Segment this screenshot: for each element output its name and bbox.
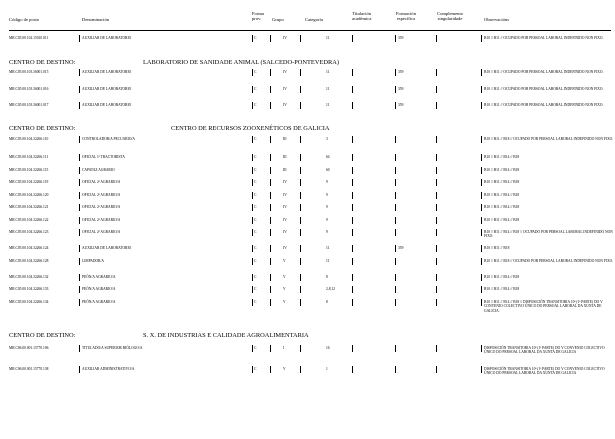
column-divider [252, 274, 253, 281]
column-divider [79, 136, 80, 143]
row-observaciones: B10 // B11 // OCUPADO POR PERSOAL LABORAL INDEFINIDO NON FIXO. [484, 70, 604, 74]
column-divider [352, 102, 353, 109]
column-divider [395, 286, 396, 293]
column-divider [270, 258, 271, 265]
row-code: MR.C05.00.104.32266.123 [9, 230, 49, 234]
row-grupo: IV [283, 230, 287, 234]
row-denomination: OFICIAL 1ª TRACTORISTA [82, 155, 125, 159]
section-label: CENTRO DE DESTINO: [9, 59, 76, 66]
row-code: MR.C05.00.103.36001.015 [9, 70, 49, 74]
row-code: MR.C05.00.104.32266.133 [9, 287, 49, 291]
column-divider [270, 245, 271, 252]
column-divider [352, 35, 353, 42]
column-divider [300, 192, 301, 199]
row-denomination: AUXILIAR DE LABORATORIO [82, 36, 132, 40]
row-categoria: 11 [326, 70, 330, 74]
row-forma: C [254, 193, 257, 197]
row-forma: C [254, 155, 257, 159]
header-categoria: Categoría [305, 17, 323, 22]
column-divider [79, 345, 80, 352]
row-denomination: OFICIAL 2ª AGRARIO/A [82, 205, 121, 209]
row-forma: C [254, 168, 257, 172]
column-divider [481, 229, 482, 236]
row-code: MR.C05.00.104.32266.122 [9, 218, 49, 222]
row-forma: C [254, 36, 257, 40]
column-divider [436, 102, 437, 109]
column-divider [300, 69, 301, 76]
row-formacion: 359 [398, 36, 404, 40]
row-categoria: 9 [326, 180, 328, 184]
column-divider [252, 258, 253, 265]
column-divider [252, 366, 253, 373]
column-divider [436, 179, 437, 186]
column-divider [395, 102, 396, 109]
row-grupo: V [283, 367, 286, 371]
row-observaciones: B10 // B11 // B14 // B18 [484, 218, 520, 222]
column-divider [270, 299, 271, 306]
row-code: MR.C05.00.102.15010.011 [9, 36, 49, 40]
section-name: CENTRO DE RECURSOS ZOOXENÉTICOS DE GALICIA [171, 125, 330, 132]
row-forma: C [254, 205, 257, 209]
row-denomination: AUXILIAR DE LABORATORIO [82, 87, 132, 91]
column-divider [270, 136, 271, 143]
row-forma: C [254, 137, 257, 141]
row-categoria: 8 [326, 300, 328, 304]
column-divider [300, 274, 301, 281]
column-divider [300, 345, 301, 352]
row-forma: C [254, 87, 257, 91]
column-divider [252, 136, 253, 143]
section-name: LABORATORIO DE SANIDADE ANIMAL (SALCEDO-PONTEVEDRA) [143, 59, 339, 66]
row-observaciones: DISPOSICIÓN TRANSITORIA 10ª (1ª PARTE) DO V CONVENIO COLECTIVO ÚNICO DO PERSOAL LABORAL DA XUNTA DE GALICIA [484, 367, 605, 376]
row-code: MR.C05.00.103.36001.017 [9, 103, 49, 107]
row-categoria: 11 [326, 246, 330, 250]
row-observaciones: B10 // B11 // B14 // B18 [484, 193, 520, 197]
column-divider [300, 245, 301, 252]
column-divider [436, 167, 437, 174]
column-divider [436, 154, 437, 161]
column-divider [436, 86, 437, 93]
column-divider [395, 192, 396, 199]
row-categoria: 16 [326, 346, 330, 350]
column-divider [270, 86, 271, 93]
column-divider [352, 136, 353, 143]
row-formacion: 359 [398, 103, 404, 107]
column-divider [252, 167, 253, 174]
row-code: MR.C05.00.104.32266.128 [9, 259, 49, 263]
row-grupo: IV [283, 180, 287, 184]
column-divider [79, 179, 80, 186]
header-rule [9, 30, 611, 31]
row-code: MR.C05.00.104.32266.121 [9, 205, 49, 209]
row-code: MR.C06.00.001.15770.138 [9, 367, 49, 371]
row-grupo: V [283, 287, 286, 291]
column-divider [481, 217, 482, 224]
column-divider [352, 86, 353, 93]
header-observaciones: Observacións [484, 17, 510, 22]
column-divider [436, 274, 437, 281]
column-divider [395, 366, 396, 373]
column-divider [252, 217, 253, 224]
row-observaciones: B10 // B11 // OCUPADO POR PERSOAL LABORAL INDEFINIDO NON FIXO. [484, 103, 604, 107]
column-divider [79, 299, 80, 306]
column-divider [270, 102, 271, 109]
column-divider [270, 217, 271, 224]
column-divider [300, 167, 301, 174]
row-categoria: 1 [326, 367, 328, 371]
row-forma: C [254, 103, 257, 107]
row-observaciones: B10 // B11 // B14 // B18 [484, 180, 520, 184]
column-divider [252, 86, 253, 93]
column-divider [252, 299, 253, 306]
column-divider [270, 69, 271, 76]
row-forma: C [254, 218, 257, 222]
row-formacion: 359 [398, 87, 404, 91]
column-divider [481, 167, 482, 174]
column-divider [300, 35, 301, 42]
row-grupo: V [283, 275, 286, 279]
column-divider [436, 245, 437, 252]
row-categoria: 11 [326, 87, 330, 91]
column-divider [395, 167, 396, 174]
row-categoria: 9 [326, 205, 328, 209]
row-observaciones: DISPOSICIÓN TRANSITORIA 10ª (1ª PARTE) DO V CONVENIO COLECTIVO ÚNICO DO PERSOAL LABORAL DA XUNTA DE GALICIA [484, 346, 605, 355]
column-divider [481, 69, 482, 76]
header-formacion: Formación específica [396, 11, 416, 22]
column-divider [481, 154, 482, 161]
column-divider [79, 258, 80, 265]
column-divider [395, 204, 396, 211]
row-categoria: 64 [326, 155, 330, 159]
column-divider [481, 245, 482, 252]
row-categoria: 9 [326, 230, 328, 234]
column-divider [481, 35, 482, 42]
column-divider [252, 102, 253, 109]
column-divider [252, 35, 253, 42]
row-categoria: 11 [326, 36, 330, 40]
column-divider [352, 345, 353, 352]
column-divider [79, 35, 80, 42]
row-observaciones: B10 // B11 // B18 [484, 246, 510, 250]
row-code: MR.C05.00.104.32266.134 [9, 300, 49, 304]
column-divider [436, 192, 437, 199]
column-divider [395, 69, 396, 76]
row-observaciones: B10 // B11 // OCUPADO POR PERSOAL LABORAL INDEFINIDO NON FIXO. [484, 87, 604, 91]
column-divider [252, 229, 253, 236]
column-divider [270, 154, 271, 161]
row-forma: C [254, 246, 257, 250]
row-grupo: III [283, 168, 287, 172]
row-observaciones: B10 // B11 // B14 // B18 [484, 205, 520, 209]
column-divider [352, 217, 353, 224]
column-divider [352, 179, 353, 186]
column-divider [481, 274, 482, 281]
row-categoria: 11 [326, 103, 330, 107]
column-divider [436, 35, 437, 42]
row-code: MR.C05.00.104.32266.120 [9, 193, 49, 197]
row-grupo: IV [283, 205, 287, 209]
column-divider [300, 179, 301, 186]
column-divider [481, 345, 482, 352]
row-denomination: PEÓN/A AGRARIO/A [82, 275, 116, 279]
column-divider [436, 299, 437, 306]
row-code: MR.C05.00.103.36001.016 [9, 87, 49, 91]
column-divider [300, 299, 301, 306]
row-denomination: PEÓN/A AGRARIO/A [82, 300, 116, 304]
column-divider [436, 258, 437, 265]
column-divider [79, 69, 80, 76]
column-divider [481, 258, 482, 265]
column-divider [270, 366, 271, 373]
column-divider [481, 286, 482, 293]
row-grupo: V [283, 300, 286, 304]
column-divider [252, 179, 253, 186]
column-divider [270, 229, 271, 236]
column-divider [481, 366, 482, 373]
column-divider [481, 179, 482, 186]
row-observaciones: B10 // B11 // OCUPADO POR PERSOAL LABORAL INDEFINIDO NON FIXO. [484, 36, 604, 40]
column-divider [79, 286, 80, 293]
column-divider [79, 366, 80, 373]
column-divider [300, 229, 301, 236]
column-divider [395, 229, 396, 236]
column-divider [252, 192, 253, 199]
column-divider [252, 245, 253, 252]
row-forma: C [254, 287, 257, 291]
header-forma: Forma prov. [252, 11, 264, 22]
row-code: MR.C05.00.104.32266.115 [9, 168, 49, 172]
column-divider [395, 179, 396, 186]
column-divider [436, 366, 437, 373]
row-formacion: 359 [398, 246, 404, 250]
column-divider [481, 86, 482, 93]
column-divider [352, 167, 353, 174]
column-divider [270, 167, 271, 174]
column-divider [352, 274, 353, 281]
header-codigo: Código de posto [9, 17, 40, 22]
row-grupo: IV [283, 70, 287, 74]
row-grupo: I [283, 346, 285, 350]
row-forma: C [254, 259, 257, 263]
row-categoria: 60 [326, 168, 330, 172]
column-divider [252, 154, 253, 161]
column-divider [252, 204, 253, 211]
column-divider [79, 204, 80, 211]
column-divider [300, 217, 301, 224]
row-grupo: IV [283, 218, 287, 222]
column-divider [395, 274, 396, 281]
row-forma: C [254, 180, 257, 184]
row-grupo: IV [283, 246, 287, 250]
column-divider [436, 217, 437, 224]
row-forma: C [254, 70, 257, 74]
column-divider [436, 286, 437, 293]
row-denomination: OFICIAL 2ª AGRARIO/A [82, 193, 121, 197]
column-divider [436, 69, 437, 76]
column-divider [395, 154, 396, 161]
row-observaciones: B10 // B11 // B18 // OCUPADO POR PERSOAL LABORAL INDEFINIDO NON FIXO. [484, 259, 614, 263]
column-divider [300, 136, 301, 143]
column-divider [252, 69, 253, 76]
column-divider [252, 345, 253, 352]
column-divider [352, 299, 353, 306]
column-divider [436, 345, 437, 352]
header-titulacion: Titulación académica [352, 11, 372, 22]
row-grupo: IV [283, 87, 287, 91]
row-forma: C [254, 275, 257, 279]
row-denomination: AUXILIAR ADMINISTRATIVO/A [82, 367, 135, 371]
column-divider [395, 345, 396, 352]
column-divider [395, 35, 396, 42]
row-denomination: OFICIAL 2ª AGRARIO/A [82, 180, 121, 184]
row-code: MR.C05.00.104.32266.110 [9, 137, 49, 141]
column-divider [79, 274, 80, 281]
row-categoria: 8 [326, 275, 328, 279]
column-divider [300, 366, 301, 373]
row-forma: C [254, 230, 257, 234]
column-divider [352, 286, 353, 293]
column-divider [481, 136, 482, 143]
column-divider [481, 204, 482, 211]
row-forma: C [254, 367, 257, 371]
row-categoria: 9 [326, 193, 328, 197]
row-code: MR.C05.00.104.32266.124 [9, 246, 49, 250]
column-divider [352, 192, 353, 199]
column-divider [352, 366, 353, 373]
column-divider [270, 179, 271, 186]
section-label: CENTRO DE DESTINO: [9, 125, 76, 132]
column-divider [252, 286, 253, 293]
column-divider [395, 217, 396, 224]
row-categoria: 9 [326, 218, 328, 222]
column-divider [79, 167, 80, 174]
column-divider [79, 86, 80, 93]
column-divider [79, 102, 80, 109]
column-divider [436, 136, 437, 143]
column-divider [300, 86, 301, 93]
column-divider [352, 204, 353, 211]
column-divider [270, 286, 271, 293]
row-grupo: IV [283, 193, 287, 197]
row-denomination: TITULADO/A SUPERIOR BIÓLOGO/A [82, 346, 143, 350]
column-divider [300, 286, 301, 293]
column-divider [79, 192, 80, 199]
row-denomination: OFICIAL 2ª AGRARIO/A [82, 230, 121, 234]
column-divider [436, 204, 437, 211]
column-divider [436, 229, 437, 236]
row-denomination: LIMPADOR/A [82, 259, 105, 263]
column-divider [300, 258, 301, 265]
row-categoria: 2,8,12 [326, 287, 335, 291]
row-observaciones: B10 // B11 // B18 // OCUPADO POR PERSOAL LABORAL INDEFINIDO NON FIXO. [484, 137, 614, 141]
row-observaciones: B10 // B11 // B14 // B18 // DISPOSICIÓN TRANSITORIA 10ª (1ª PARTE) DO V CONVENIO COLECTIVO ÚNICO DO PERSOAL LABORAL DA XUNTA DE GALICIA. [484, 300, 603, 313]
column-divider [79, 245, 80, 252]
column-divider [352, 245, 353, 252]
column-divider [270, 35, 271, 42]
row-formacion: 359 [398, 70, 404, 74]
column-divider [481, 299, 482, 306]
column-divider [300, 154, 301, 161]
row-grupo: III [283, 155, 287, 159]
row-code: MR.C05.00.104.32266.132 [9, 275, 49, 279]
row-observaciones: B10 // B11 // B14 // B18 [484, 287, 520, 291]
row-categoria: 3 [326, 137, 328, 141]
column-divider [395, 136, 396, 143]
row-denomination: AUXILIAR DE LABORATORIO [82, 70, 132, 74]
column-divider [270, 274, 271, 281]
row-observaciones: B10 // B11 // B14 // B18 // OCUPADO POR PERSOAL LABORAL INDEFINIDO NON FIXO. [484, 230, 613, 239]
row-categoria: 11 [326, 259, 330, 263]
header-grupo: Grupo [272, 17, 284, 22]
column-divider [395, 258, 396, 265]
column-divider [352, 69, 353, 76]
row-forma: C [254, 300, 257, 304]
row-observaciones: B10 // B11 // B14 // B18 [484, 168, 520, 172]
header-complemento: Complemento singularidade [437, 11, 464, 22]
row-grupo: IV [283, 103, 287, 107]
row-observaciones: B10 // B11 // B14 // B18 [484, 155, 520, 159]
row-code: MR.C05.00.104.32266.119 [9, 180, 49, 184]
column-divider [352, 258, 353, 265]
row-denomination: AUXILIAR DE LABORATORIO [82, 246, 132, 250]
column-divider [395, 86, 396, 93]
column-divider [300, 204, 301, 211]
section-label: CENTRO DE DESTINO: [9, 332, 76, 339]
column-divider [270, 345, 271, 352]
column-divider [352, 154, 353, 161]
row-denomination: OFICIAL 2ª AGRARIO/A [82, 218, 121, 222]
row-observaciones: B10 // B11 // B14 // B18 [484, 275, 520, 279]
row-grupo: IV [283, 36, 287, 40]
row-grupo: III [283, 137, 287, 141]
column-divider [395, 299, 396, 306]
row-code: MR.C06.00.001.15770.106 [9, 346, 49, 350]
header-denominacion: Denominación [82, 17, 110, 22]
row-denomination: AUXILIAR DE LABORATORIO [82, 103, 132, 107]
column-divider [79, 217, 80, 224]
row-denomination: CAPATAZ AGRARIO [82, 168, 115, 172]
column-divider [352, 229, 353, 236]
row-denomination: CONTROLADOR/A PECUARIO/A [82, 137, 136, 141]
column-divider [395, 245, 396, 252]
column-divider [79, 154, 80, 161]
column-divider [79, 229, 80, 236]
column-divider [270, 204, 271, 211]
column-divider [481, 102, 482, 109]
row-denomination: PEÓN/A AGRARIO/A [82, 287, 116, 291]
row-code: MR.C05.00.104.32266.111 [9, 155, 49, 159]
column-divider [270, 192, 271, 199]
column-divider [481, 192, 482, 199]
row-grupo: V [283, 259, 286, 263]
column-divider [300, 102, 301, 109]
row-forma: C [254, 346, 257, 350]
section-name: S. X. DE INDUSTRIAS E CALIDADE AGROALIMENTARIA [143, 332, 309, 339]
